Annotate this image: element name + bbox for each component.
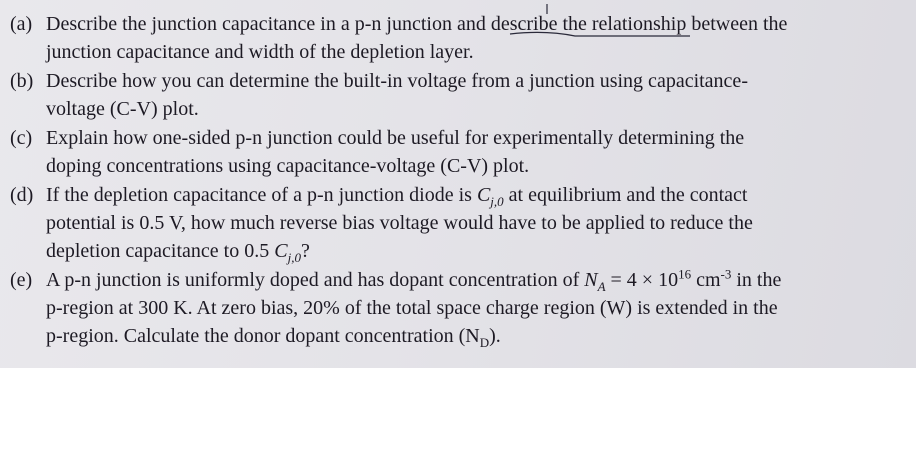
question-e-exponent: 16 xyxy=(678,266,692,282)
question-d-capacitance-subscript: j,0 xyxy=(490,194,504,209)
question-c-line1: Explain how one-sided p-n junction could be useful for experimentally determining the xyxy=(46,127,745,149)
question-e-acceptor-symbol: N xyxy=(584,269,598,291)
question-d-line3-post: ? xyxy=(300,240,310,262)
question-a-label: (a) xyxy=(10,13,33,35)
question-d xyxy=(10,181,910,265)
question-a xyxy=(10,10,910,66)
question-e-unit: cm xyxy=(691,269,721,291)
question-c xyxy=(10,124,910,180)
question-e-line1-post: in the xyxy=(731,269,782,291)
question-e-line3-pre: p-region. Calculate the donor dopant concentration (N xyxy=(46,325,480,347)
question-d-line2: potential is 0.5 V, how much reverse bias voltage would have to be applied to reduce the xyxy=(46,212,753,234)
question-c-label: (c) xyxy=(10,127,33,149)
question-b-line2: voltage (C-V) plot. xyxy=(46,98,199,120)
blank-area xyxy=(0,368,916,460)
question-c-line2: doping concentrations using capacitance-voltage (C-V) plot. xyxy=(46,155,530,177)
question-e-line2: p-region at 300 K. At zero bias, 20% of the total space charge region (W) is extended in the xyxy=(46,297,778,319)
question-d-line1-post: at equilibrium and the contact xyxy=(503,184,748,206)
question-d-capacitance-symbol-2: C xyxy=(274,240,288,262)
question-b xyxy=(10,67,910,123)
question-b-line1: Describe how you can determine the built-in voltage from a junction using capacitance- xyxy=(46,70,748,92)
question-e-acceptor-subscript: A xyxy=(597,279,606,294)
question-e-unit-exponent: -3 xyxy=(720,266,732,282)
question-d-line3-pre: depletion capacitance to 0.5 xyxy=(46,240,275,262)
question-a-line1: Describe the junction capacitance in a p-n junction and describe the relationship between the xyxy=(46,13,788,35)
question-d-capacitance-symbol: C xyxy=(476,184,491,206)
question-e xyxy=(10,266,910,350)
question-e-line1-pre: A p-n junction is uniformly doped and has dopant concentration of xyxy=(46,269,585,291)
question-d-capacitance-subscript-2: j,0 xyxy=(287,250,301,265)
question-b-label: (b) xyxy=(10,70,34,92)
question-d-label: (d) xyxy=(10,184,34,206)
question-e-label: (e) xyxy=(10,269,33,291)
question-e-equals-value: = 4 × 10 xyxy=(605,269,679,291)
question-a-line2: junction capacitance and width of the depletion layer. xyxy=(46,41,474,63)
question-e-line3-post: ). xyxy=(489,325,501,347)
question-e-donor-subscript: D xyxy=(479,335,490,350)
question-d-line1-pre: If the depletion capacitance of a p-n junction diode is xyxy=(46,184,477,206)
